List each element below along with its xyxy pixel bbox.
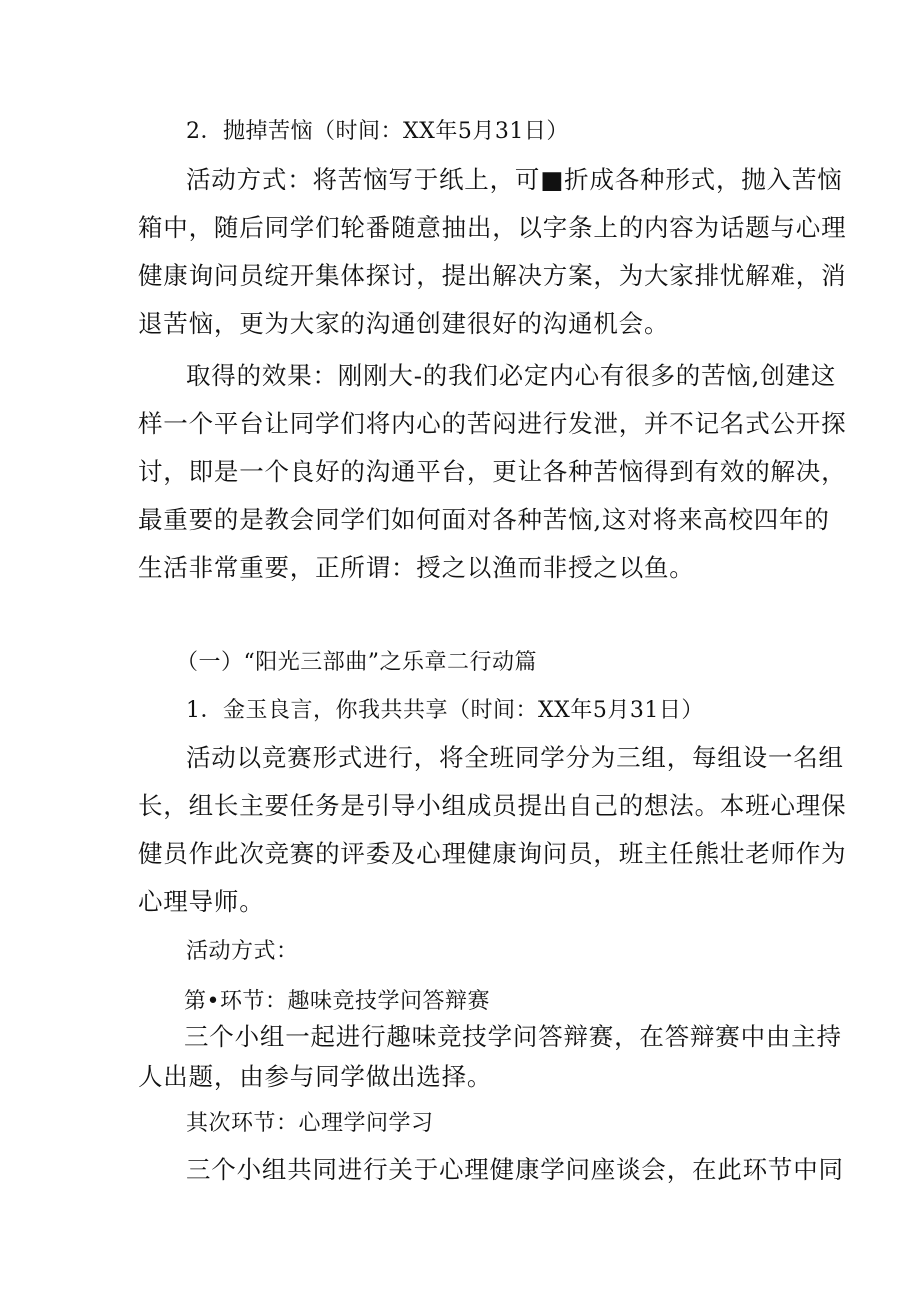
step-title: 第•环节：趣味竞技学问答辩赛	[184, 989, 490, 1014]
section-heading: 2．抛掉苦恼（时间：XX年5月31日）	[186, 119, 569, 144]
paragraph-line: 心理导师。	[138, 887, 265, 916]
paragraph-line: 生活非常重要，正所谓：授之以渔而非授之以鱼。	[138, 553, 695, 582]
paragraph-line: 退苦恼，更为大家的沟通创建很好的沟通机会。	[138, 309, 670, 338]
paragraph-line: 三个小组一起进行趣味竞技学问答辩赛，在答辩赛中由主持	[184, 1022, 842, 1051]
paragraph-line: 箱中，随后同学们轮番随意抽出，以字条上的内容为话题与心理	[138, 213, 847, 242]
method-label: 活动方式：	[186, 939, 299, 964]
section-heading: 1．金玉良言，你我共共享（时间：XX年5月31日）	[186, 698, 704, 723]
step-title: 其次环节：心理学问学习	[186, 1111, 434, 1136]
paragraph-line: 长，组长主要任务是引导小组成员提出自己的想法。本班心理保	[138, 791, 847, 820]
paragraph-line: 活动以竞赛形式进行，将全班同学分为三组，每组设一名组	[186, 743, 844, 772]
paragraph-line: 样一个平台让同学们将内心的苦闷进行发泄，并不记名式公开探	[138, 409, 847, 438]
paragraph-line: 取得的效果：刚刚大-的我们必定内心有很多的苦恼,创建这	[186, 361, 837, 390]
paragraph-line: 三个小组共同进行关于心理健康学问座谈会，在此环节中同	[186, 1155, 844, 1184]
paragraph-line: 健员作此次竞赛的评委及心理健康询问员，班主任熊壮老师作为	[138, 839, 847, 868]
paragraph-line: 人出题，由参与同学做出选择。	[138, 1062, 493, 1091]
paragraph-line: 健康询问员绽开集体探讨，提出解决方案，为大家排忧解难，消	[138, 261, 847, 290]
paragraph-line: 活动方式：将苦恼写于纸上，可■折成各种形式，抛入苦恼	[186, 165, 843, 194]
paragraph-line: 讨，即是一个良好的沟通平台，更让各种苦恼得到有效的解决，	[138, 457, 847, 486]
section-title: （一）“阳光三部曲”之乐章二行动篇	[176, 650, 537, 675]
paragraph-line: 最重要的是教会同学们如何面对各种苦恼,这对将来高校四年的	[138, 505, 830, 534]
